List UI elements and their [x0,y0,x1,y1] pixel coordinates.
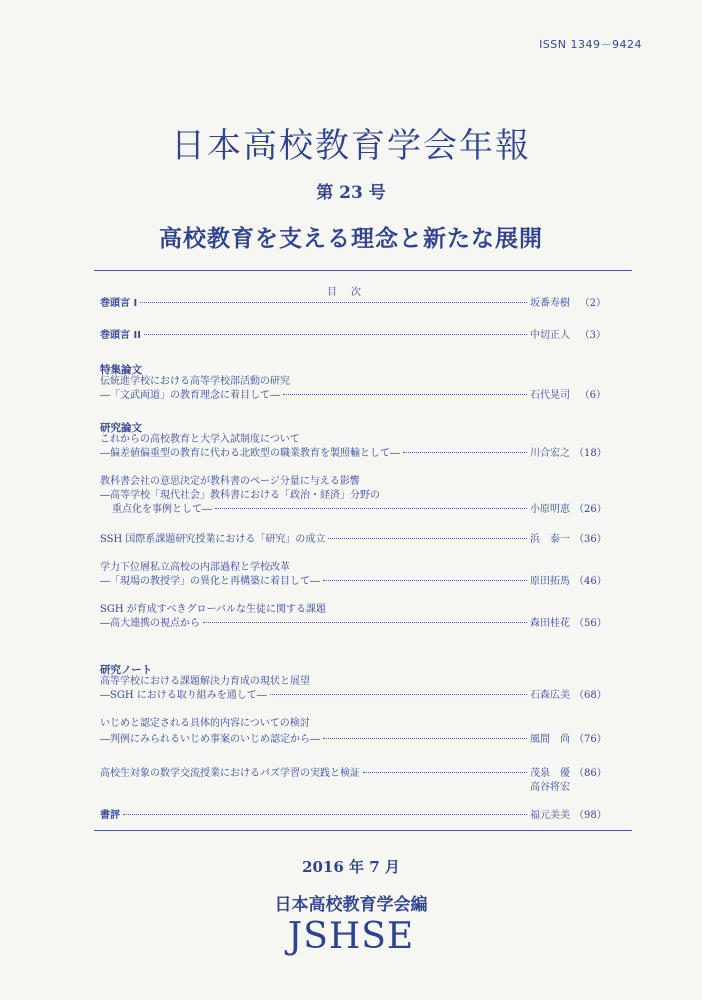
toc-subtitle: ―判例にみられるいじめ事案のいじめ認定から― [100,734,320,745]
toc-entry-notes-2 [100,734,606,746]
toc-page: （18） [574,448,607,459]
toc-title: 書評 [100,810,120,821]
leader-dots [403,452,527,453]
toc-author: 原田拓馬 [530,576,570,587]
toc-author: 川合宏之 [530,448,570,459]
toc-subtitle: ―SGH における取り組みを通して― [100,690,267,701]
toc-entry-research-4 [100,576,606,588]
toc-author: 石森広美 [530,690,570,701]
toc-title: 巻頭言 I [100,298,138,309]
toc-author: 森田桂花 [530,618,570,629]
toc-entry-notes-3 [100,768,606,780]
publisher-name: 日本高校教育学会編 [274,895,428,915]
publication-date: 2016 年 7 月 [302,858,400,876]
toc-title: SSH 国際系課題研究授業における「研究」の成立 [100,534,326,545]
toc-entry-research-5 [100,618,606,630]
toc-author: 風間 尚 [530,734,570,745]
toc-entry-research-1 [100,448,606,460]
leader-dots [283,394,527,395]
issue-theme: 高校教育を支える理念と新たな展開 [159,226,543,252]
toc-page: （76） [574,734,607,745]
toc-title: SGH が育成すべきグローバルな生徒に関する課題 [100,604,327,615]
toc-page: （2） [579,298,606,309]
toc-subtitle: ―「文武両道」の教育理念に着目して― [100,390,280,401]
leader-dots [323,738,527,739]
toc-author: 中切正人 [530,330,570,341]
toc-author: 小原明恵 [530,504,570,515]
toc-title: 伝統進学校における高等学校部活動の研究 [100,376,290,387]
leader-dots [328,538,527,539]
toc-subtitle: ―偏差値偏重型の教育に代わる北欧型の職業教育を製照輸として― [100,448,400,459]
toc-page: （46） [574,576,607,587]
society-logo: JSHSE [287,916,415,957]
toc-entry-foreword-1 [100,298,606,310]
toc-entry-review [100,810,606,822]
toc-entry-notes-1 [100,690,606,702]
toc-subtitle: 重点化を事例として― [112,504,212,515]
toc-author: 浜 泰一 [530,534,570,545]
toc-title: いじめと認定される具体的内容についての検討 [100,718,310,729]
toc-entry-special [100,390,606,402]
toc-subtitle: ―高等学校「現代社会」教科書における「政治・経済」分野の [100,490,380,501]
toc-author: 高谷将宏 [530,782,570,793]
toc-page: （86） [574,768,607,779]
toc-page: （56） [574,618,607,629]
toc-title: 巻頭言 II [100,330,141,341]
leader-dots [140,302,527,303]
toc-subtitle: ―高大連携の視点から [100,618,200,629]
leader-dots [323,580,527,581]
leader-dots [270,694,527,695]
section-heading-notes: 研究ノート [100,664,153,676]
leader-dots [215,508,527,509]
leader-dots [144,334,527,335]
toc-title: 教科書会社の意思決定が教科書のページ分量に与える影響 [100,476,360,487]
issn-number: ISSN 1349－9424 [539,38,642,51]
toc-author: 福元美美 [530,810,570,821]
toc-page: （26） [574,504,607,515]
toc-title: 高校生対象の数学交流授業におけるパズ学習の実践と検証 [100,768,360,779]
toc-subtitle: ―「現場の教授学」の異化と再構築に着目して― [100,576,320,587]
leader-dots [203,622,527,623]
section-heading-research: 研究論文 [100,422,142,434]
toc-page: （98） [574,810,607,821]
toc-page: （3） [579,330,606,341]
bottom-divider [94,830,632,831]
toc-page: （68） [574,690,607,701]
toc-page: （36） [574,534,607,545]
toc-author: 坂番寿樹 [530,298,570,309]
toc-author: 石代晃司 [530,390,570,401]
toc-heading: 目次 [327,287,375,298]
top-divider [94,270,632,271]
toc-title: 高等学校における課題解決力育成の現状と展望 [100,676,310,687]
toc-entry-research-3 [100,534,606,546]
journal-title: 日本高校教育学会年報 [171,126,531,166]
issue-number: 第 23 号 [316,183,386,203]
toc-entry-foreword-2 [100,330,606,342]
section-heading-special: 特集論文 [100,364,142,376]
toc-title: 学力下位層私立高校の内部過程と学校改革 [100,562,290,573]
leader-dots [123,814,527,815]
toc-author: 茂泉 優 [530,768,570,779]
toc-title: これからの高校教育と大学入試制度について [100,434,300,445]
leader-dots [363,772,527,773]
toc-page: （6） [579,390,606,401]
toc-entry-research-2 [100,504,606,516]
